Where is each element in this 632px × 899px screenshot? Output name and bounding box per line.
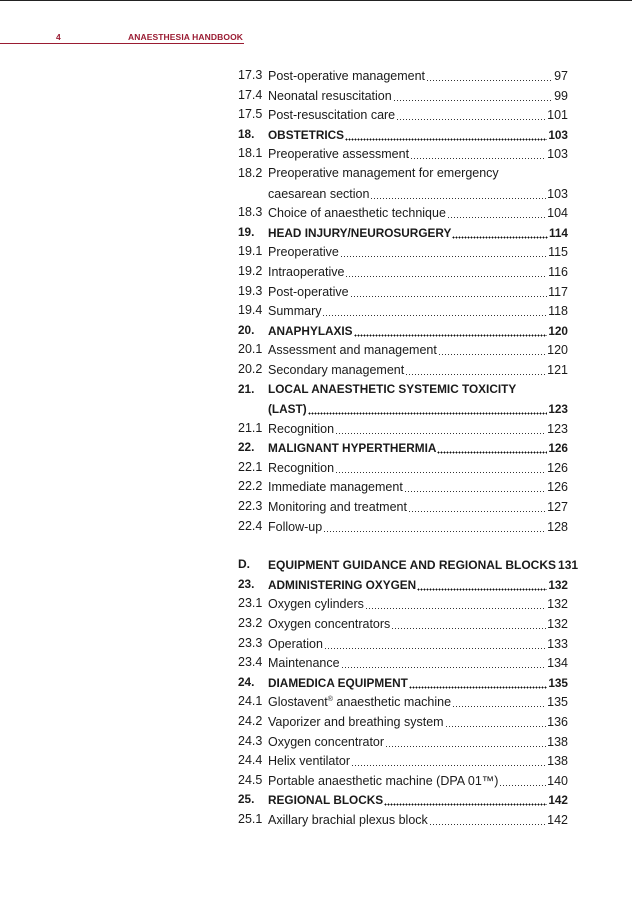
toc-label: Post-operative [268,284,349,299]
toc-label: Choice of anaesthetic technique [268,206,446,221]
toc-number: 25. [238,792,255,807]
toc-number: 22.1 [238,459,263,474]
toc-number: 22.4 [238,518,263,533]
toc-number: 19.2 [238,263,263,278]
toc-number: 24.2 [238,714,263,728]
toc-number: D. [238,557,250,572]
toc-number: 24.5 [238,772,263,787]
leader-dots [384,792,547,806]
toc-number: 19.3 [238,283,263,298]
toc-entry[interactable] [238,517,568,537]
leader-dots [452,225,548,239]
toc-entry[interactable] [238,810,568,830]
toc-label: Immediate management [268,480,403,495]
toc-page: 114 [548,225,568,240]
toc-entry[interactable] [238,125,568,145]
toc-label: Post-resuscitation care [268,108,396,123]
toc-number: 19.4 [238,303,263,318]
toc-label: OBSTETRICS [268,127,345,142]
leader-dots [341,655,547,669]
toc-page: 120 [548,323,568,338]
toc-page: 103 [547,147,568,162]
toc-entry[interactable] [238,497,568,517]
toc-label: Summary [268,304,322,319]
toc-page: 104 [547,206,568,221]
header-rule [0,43,244,44]
toc-entry[interactable] [238,477,568,497]
toc-number: 24.1 [238,694,263,709]
leader-dots [322,303,547,317]
toc-entry[interactable] [238,321,568,341]
toc-label: Recognition [268,460,335,475]
toc-entry[interactable] [238,634,568,654]
toc-page: 123 [547,421,568,436]
toc-number: 24.4 [238,753,263,768]
toc-label: Post-operative management [268,69,426,83]
toc-entry[interactable] [238,242,568,262]
toc-entry[interactable] [238,732,568,752]
toc-number: 18.2 [238,165,263,180]
top-border-line [0,0,632,1]
toc-number: 17.5 [238,107,263,122]
running-title: ANAESTHESIA HANDBOOK [128,32,244,42]
toc-number: 17.3 [238,68,263,82]
toc-number: 21.1 [238,420,263,435]
toc-label: Intraoperative [268,264,345,279]
toc-label: Helix ventilator [268,754,350,769]
toc-page: 133 [547,636,568,651]
toc-label: caesarean section [268,186,370,201]
toc-entry[interactable] [238,144,568,164]
toc-entry[interactable] [238,184,568,204]
leader-dots [409,675,547,689]
toc-entry[interactable] [238,419,568,439]
toc-page: 126 [547,480,568,495]
toc-label: HEAD INJURY/NEUROSURGERY [268,225,452,240]
toc-label: Monitoring and treatment [268,500,407,515]
toc-entry[interactable] [238,771,568,791]
leader-dots [445,714,547,728]
toc-label: Preoperative [268,245,339,260]
toc-page: 97 [554,69,568,83]
toc-entry[interactable] [238,458,568,478]
toc-page: 120 [547,343,568,358]
toc-page: 135 [547,695,568,710]
leader-dots [340,244,547,258]
toc-number: 20.2 [238,361,263,376]
toc-page: 134 [547,656,568,671]
toc-entry[interactable] [238,301,568,321]
leader-dots [365,596,546,610]
toc-entry[interactable] [238,653,568,673]
leader-dots [405,362,546,376]
toc-entry[interactable] [238,751,568,771]
leader-dots [351,753,546,767]
toc-number: 20. [238,322,255,337]
leader-dots [447,205,546,219]
leader-dots [438,342,546,356]
toc-page: 116 [548,264,568,279]
toc-group-c [238,66,568,536]
toc-entry[interactable] [238,262,568,282]
toc-label: LOCAL ANAESTHETIC SYSTEMIC TOXICITY [268,381,517,396]
toc-label: Follow-up [268,519,323,534]
toc-page: 123 [548,402,568,417]
toc-page: 138 [547,734,568,749]
toc-label: Secondary management [268,362,405,377]
leader-dots [408,499,546,513]
toc-group-d [238,575,568,830]
toc-number: 25.1 [238,811,263,826]
toc-page: 132 [547,617,568,632]
toc-page: 126 [548,441,568,456]
leader-dots [354,323,548,337]
toc-label: Maintenance [268,656,340,671]
toc-label: Preoperative assessment [268,147,410,162]
toc-page: 132 [548,577,568,592]
toc-number: 23.3 [238,635,263,650]
leader-dots [393,88,553,102]
toc-page: 117 [548,284,568,299]
leader-dots [404,479,546,493]
toc-label: Oxygen concentrator [268,734,385,749]
toc-page: 118 [548,304,568,319]
toc-entry[interactable] [238,105,568,125]
toc-entry[interactable] [238,673,568,693]
toc-label: Glostavent® anaesthetic machine [268,695,452,710]
toc-page: 103 [547,186,568,201]
toc-label: DIAMEDICA EQUIPMENT [268,675,408,690]
leader-dots [437,440,547,454]
toc-page: 126 [547,460,568,475]
leader-dots [335,460,546,474]
toc-page: 132 [547,597,568,612]
leader-dots [417,577,547,591]
toc-label: ANAPHYLAXIS [268,323,353,338]
toc-label: (LAST) [268,402,307,417]
toc-number: 19. [238,224,255,239]
toc-page: 136 [547,715,568,729]
table-of-contents [238,66,579,830]
toc-label: EQUIPMENT GUIDANCE AND REGIONAL BLOCKS [268,558,557,573]
leader-dots [335,421,546,435]
toc-number: 20.1 [238,342,263,357]
toc-number: 24. [238,674,255,689]
toc-number: 21. [238,381,255,396]
toc-number: 24.3 [238,733,263,748]
toc-page: 99 [554,88,568,103]
toc-page: 131 [558,558,579,573]
toc-label: Axillary brachial plexus block [268,812,428,827]
toc-label: Oxygen concentrators [268,617,391,632]
leader-dots [324,636,546,650]
toc-label: Recognition [268,421,335,436]
toc-entry[interactable] [238,790,568,810]
toc-number: 22.2 [238,479,263,494]
toc-number: 23.1 [238,596,263,611]
toc-entry[interactable] [238,380,568,400]
toc-page: 101 [547,108,568,123]
toc-entry[interactable] [238,164,568,184]
toc-page: 103 [548,127,568,142]
toc-number: 18.1 [238,146,263,161]
toc-entry[interactable] [238,360,568,380]
toc-entry[interactable] [238,575,568,595]
toc-entry[interactable] [238,614,568,634]
toc-page: 127 [547,500,568,515]
toc-entry[interactable] [238,340,568,360]
toc-page: 142 [547,812,568,827]
toc-number: 22.3 [238,499,263,514]
toc-page: 138 [547,754,568,769]
leader-dots [426,68,553,82]
toc-number: 23. [238,576,255,591]
toc-label: Neonatal resuscitation [268,88,392,103]
toc-entry[interactable] [238,438,568,458]
leader-dots [391,616,546,630]
toc-entry[interactable] [238,692,568,712]
leader-dots [452,694,546,708]
toc-entry[interactable] [238,712,568,732]
toc-page: 140 [547,773,568,788]
toc-number: 18.3 [238,205,263,220]
running-header [0,30,244,44]
toc-label: Portable anaesthetic machine (DPA 01™) [268,773,499,788]
toc-entry[interactable] [238,594,568,614]
leader-dots [370,186,546,200]
toc-number: 23.4 [238,655,263,670]
leader-dots [385,734,546,748]
toc-label: Preoperative management for emergency [268,165,499,180]
leader-dots [345,264,547,278]
toc-entry[interactable] [238,203,568,223]
leader-dots [429,812,546,826]
toc-number: 17.4 [238,87,263,102]
toc-page: 121 [547,362,568,377]
leader-dots [345,127,547,141]
toc-page: 128 [547,519,568,534]
page-number: 4 [56,32,61,42]
leader-dots [323,519,546,533]
toc-label: Oxygen cylinders [268,597,364,612]
toc-section-d[interactable] [238,555,579,575]
toc-page: 115 [548,245,568,260]
toc-label: REGIONAL BLOCKS [268,793,384,808]
toc-entry[interactable] [238,282,568,302]
toc-entry[interactable] [238,66,568,86]
registered-mark: ® [327,696,333,704]
toc-label: MALIGNANT HYPERTHERMIA [268,441,437,456]
toc-entry[interactable] [238,86,568,106]
toc-number: 19.1 [238,244,263,259]
leader-dots [410,146,546,160]
toc-entry[interactable] [238,223,568,243]
toc-page: 135 [548,675,568,690]
leader-dots [308,401,548,415]
leader-dots [396,107,546,121]
toc-number: 23.2 [238,616,263,631]
toc-entry[interactable] [238,399,568,419]
toc-number: 22. [238,440,255,455]
toc-label: Vaporizer and breathing system [268,715,444,729]
toc-label: Assessment and management [268,343,437,358]
leader-dots [350,284,547,298]
leader-dots [499,773,546,787]
toc-number: 18. [238,126,255,141]
toc-label: ADMINISTERING OXYGEN [268,577,417,592]
toc-label: Operation [268,636,323,651]
toc-page: 142 [548,793,568,808]
